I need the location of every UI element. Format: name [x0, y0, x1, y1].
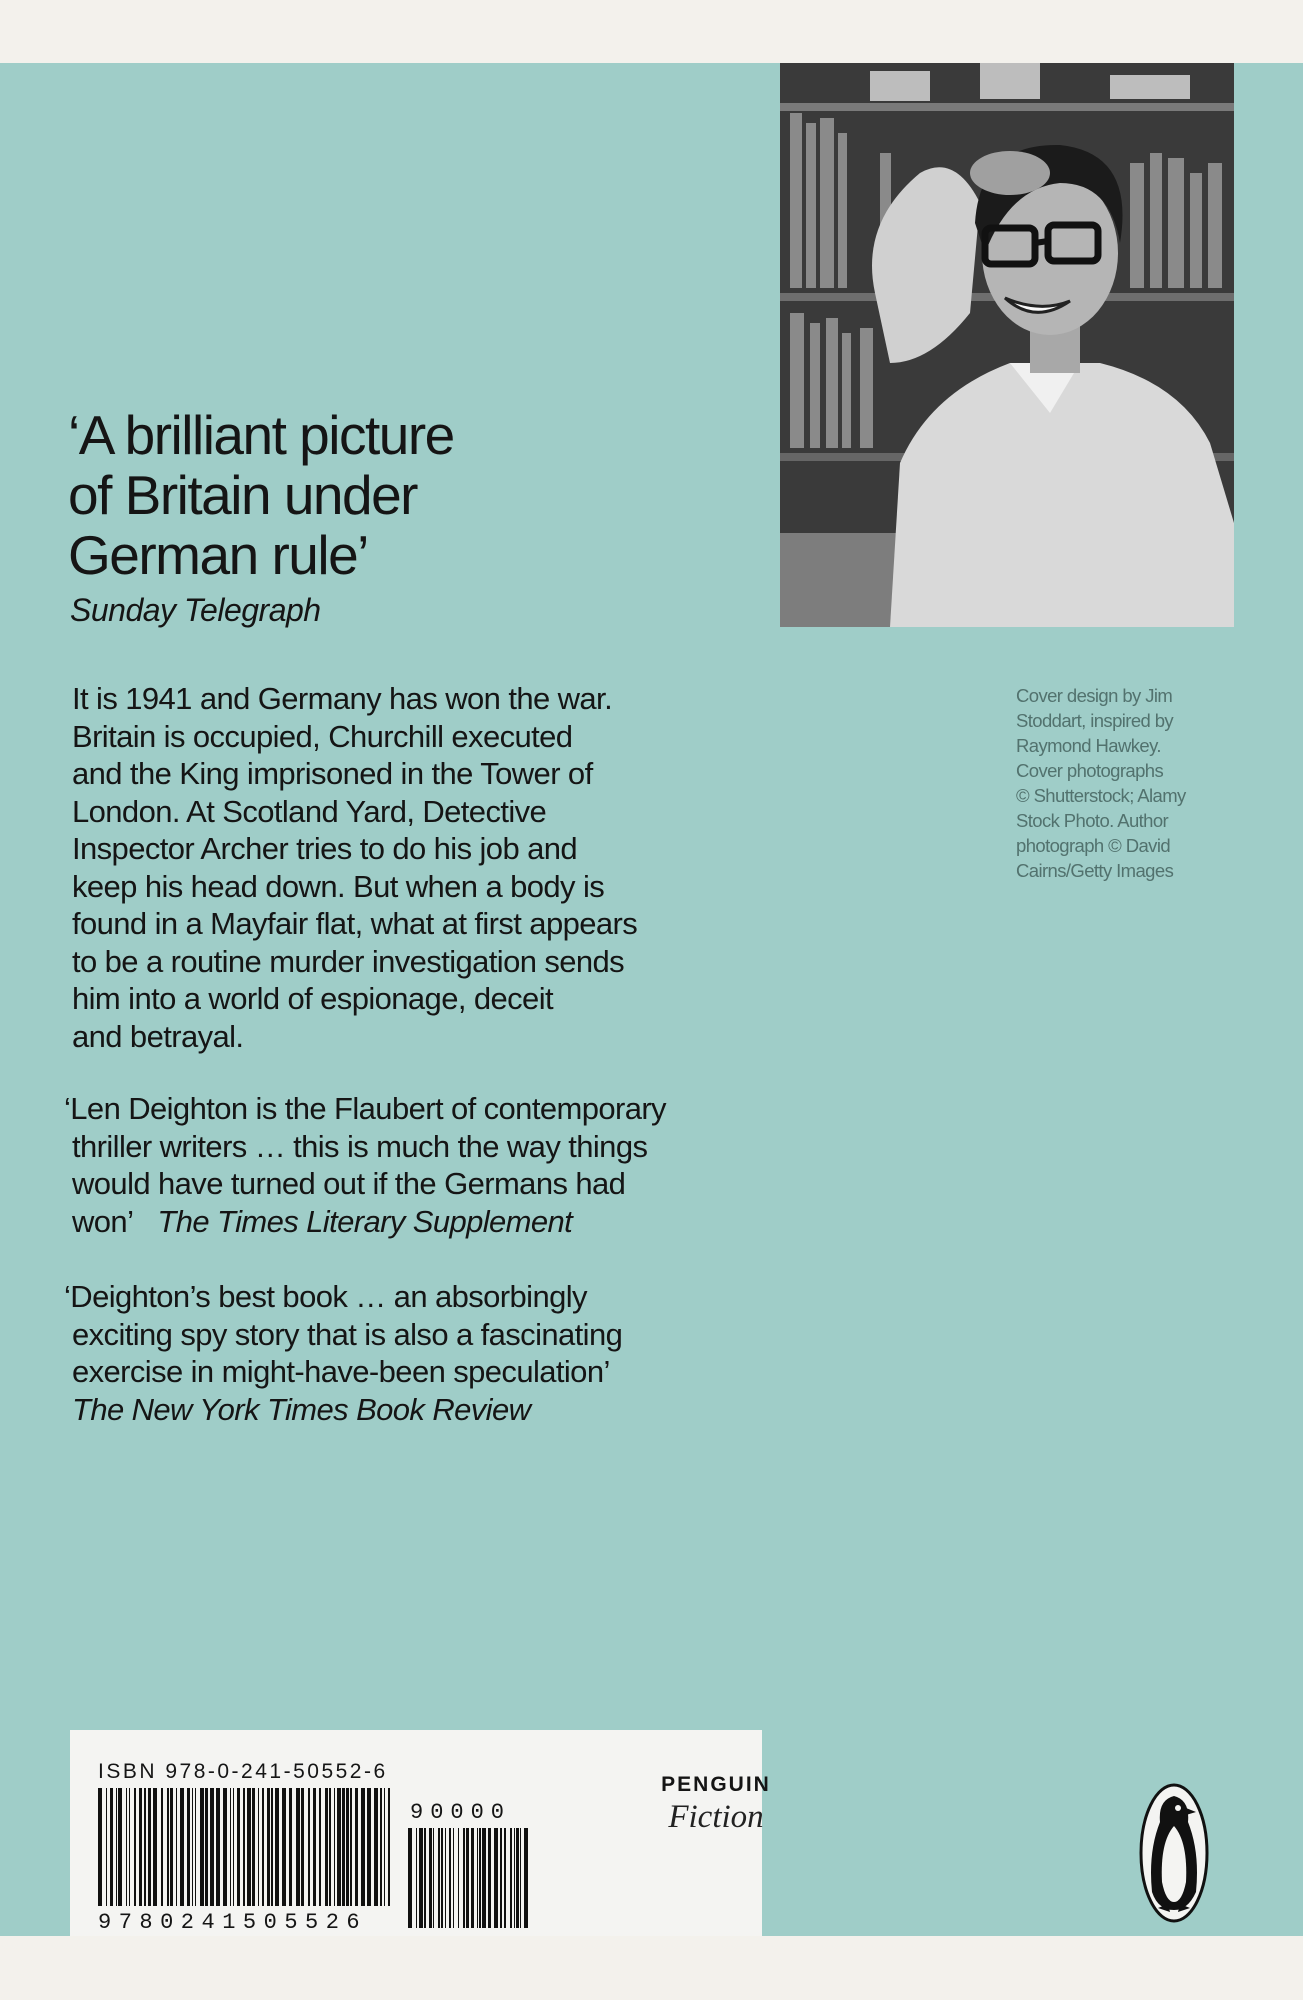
credit-line: Stoddart, inspired by: [1016, 710, 1174, 731]
quote-line: ‘Len Deighton is the Flaubert of contemporary: [64, 1091, 666, 1126]
blurb-line: and the King imprisoned in the Tower of: [72, 756, 593, 791]
barcode-bar: [355, 1788, 358, 1906]
barcode-bar: [126, 1788, 127, 1906]
barcode-bar: [170, 1788, 173, 1906]
penguin-logo-icon: [1138, 1782, 1210, 1924]
barcode-bar: [329, 1788, 331, 1906]
barcode-bar: [210, 1788, 214, 1906]
headline-source: Sunday Telegraph: [70, 592, 321, 628]
barcode-panel: [70, 1730, 771, 1936]
publisher-mark: [646, 1773, 786, 1836]
credit-line: photograph © David: [1016, 835, 1171, 856]
barcode-bar: [524, 1828, 528, 1928]
barcode-bar: [453, 1828, 454, 1928]
credit-line: Raymond Hawkey.: [1016, 735, 1161, 756]
review-quote: [64, 1090, 784, 1240]
barcode-bar: [200, 1788, 204, 1906]
barcode-bar: [134, 1788, 136, 1906]
blurb: [72, 680, 752, 1055]
publisher-imprint: Fiction: [668, 1799, 764, 1835]
barcode-bar: [494, 1828, 498, 1928]
barcode-bar: [192, 1788, 193, 1906]
barcode-bar: [233, 1788, 234, 1906]
barcode-bar: [148, 1788, 151, 1906]
credit-line: Cover design by Jim: [1016, 685, 1173, 706]
barcode-bar: [282, 1788, 286, 1906]
barcode-bar: [463, 1828, 465, 1928]
headline-line: of Britain under: [68, 464, 417, 526]
blurb-line: Britain is occupied, Churchill executed: [72, 718, 573, 754]
quote-line: exercise in might-have-been speculation’: [72, 1354, 610, 1389]
quote-line: exciting spy story that is also a fascinating: [72, 1316, 623, 1352]
author-photo: [780, 63, 1234, 627]
isbn-label: ISBN 978-0-241-50552-6: [98, 1760, 388, 1783]
publisher-name: PENGUIN: [661, 1773, 771, 1796]
barcode-bar: [449, 1828, 451, 1928]
barcode-bar: [477, 1828, 478, 1928]
quote-line: would have turned out if the Germans had: [72, 1166, 626, 1201]
barcode-bar: [482, 1828, 486, 1928]
barcode-bar: [520, 1828, 521, 1928]
blurb-line: him into a world of espionage, deceit: [72, 981, 553, 1016]
barcode-bar: [384, 1788, 385, 1906]
barcode-bar: [380, 1788, 382, 1906]
barcode-bar: [337, 1788, 341, 1906]
barcode-bar: [275, 1788, 279, 1906]
barcode-bar: [161, 1788, 163, 1906]
barcode-addon-bars: [408, 1828, 538, 1928]
quote-line: thriller writers … this is much the way things: [72, 1128, 648, 1164]
barcode-bar: [342, 1788, 345, 1906]
barcode-bar: [167, 1788, 169, 1906]
barcode-bar: [458, 1828, 459, 1928]
barcode-bar: [416, 1828, 417, 1928]
headline-line: ‘A brilliant picture: [68, 404, 454, 466]
barcode-bar: [289, 1788, 292, 1906]
barcode-bar: [223, 1788, 227, 1906]
barcode-bar: [139, 1788, 142, 1906]
barcode-bar: [116, 1788, 117, 1906]
barcode-bar: [471, 1828, 474, 1928]
barcode-bar: [258, 1788, 259, 1906]
blurb-line: and betrayal.: [72, 1018, 244, 1054]
headline-quote: [68, 405, 628, 585]
barcode-bar: [230, 1788, 231, 1906]
barcode-bar: [144, 1788, 146, 1906]
barcode-bar: [153, 1788, 157, 1906]
barcode-bar: [187, 1788, 190, 1906]
barcode-bar: [106, 1788, 107, 1906]
blurb-line: to be a routine murder investigation sends: [72, 943, 625, 979]
barcode-bar: [433, 1828, 434, 1928]
quote-line: won’: [72, 1203, 134, 1239]
barcode-bar: [195, 1788, 196, 1906]
barcode-bar: [313, 1788, 316, 1906]
barcode-bar: [216, 1788, 220, 1906]
barcode-digits: 9780241505526: [98, 1910, 368, 1935]
barcode-bar: [271, 1788, 273, 1906]
barcode-bar: [296, 1788, 300, 1906]
barcode-bar: [438, 1828, 440, 1928]
blurb-line: found in a Mayfair flat, what at first appears: [72, 906, 638, 941]
credit-line: © Shutterstock; Alamy: [1016, 785, 1186, 806]
barcode-bar: [98, 1788, 102, 1906]
barcode-bar: [374, 1788, 378, 1906]
barcode-bar: [180, 1788, 184, 1906]
barcode-bar: [319, 1788, 321, 1906]
credit-line: Cairns/Getty Images: [1016, 860, 1174, 881]
barcode-bar: [388, 1788, 390, 1906]
barcode-bar: [110, 1788, 113, 1906]
barcode-bar: [301, 1788, 304, 1906]
blurb-line: London. At Scotland Yard, Detective: [72, 793, 547, 829]
barcode-bar: [424, 1828, 426, 1928]
blurb-line: keep his head down. But when a body is: [72, 868, 605, 904]
barcode-addon-digits: 90000: [410, 1800, 512, 1825]
barcode-bar: [445, 1828, 446, 1928]
barcode-bar: [118, 1788, 122, 1906]
barcode-bar: [252, 1788, 255, 1906]
barcode-bar: [429, 1828, 432, 1928]
blurb-line: It is 1941 and Germany has won the war.: [72, 681, 613, 716]
barcode-bar: [237, 1788, 240, 1906]
quote-line: ‘Deighton’s best book … an absorbingly: [64, 1279, 587, 1314]
barcode-bar: [361, 1788, 365, 1906]
barcode-bar: [334, 1788, 335, 1906]
barcode-bar: [408, 1828, 412, 1928]
quote-source: The Times Literary Supplement: [157, 1203, 573, 1239]
barcode-bar: [247, 1788, 251, 1906]
barcode-bar: [129, 1788, 130, 1906]
barcode-bar: [504, 1828, 506, 1928]
blurb-line: Inspector Archer tries to do his job and: [72, 831, 578, 866]
barcode-bar: [479, 1828, 481, 1928]
barcode-bar: [205, 1788, 208, 1906]
barcode-bar: [308, 1788, 310, 1906]
barcode-bars: [98, 1788, 398, 1908]
barcode-bar: [441, 1828, 443, 1928]
barcode-bar: [466, 1828, 469, 1928]
barcode-bar: [325, 1788, 328, 1906]
barcode-bar: [488, 1828, 491, 1928]
barcode-bar: [514, 1828, 515, 1928]
headline-line: German rule’: [68, 524, 368, 586]
barcode-bar: [243, 1788, 245, 1906]
barcode-bar: [267, 1788, 270, 1906]
barcode-bar: [346, 1788, 349, 1906]
cover-credits: [1016, 683, 1236, 883]
barcode-bar: [419, 1828, 423, 1928]
quote-source: The New York Times Book Review: [72, 1391, 531, 1427]
credit-line: Stock Photo. Author: [1016, 810, 1169, 831]
barcode-bar: [510, 1828, 512, 1928]
review-quote: [64, 1278, 784, 1428]
barcode-bar: [176, 1788, 177, 1906]
barcode-bar: [367, 1788, 371, 1906]
barcode-bar: [516, 1828, 519, 1928]
barcode-bar: [350, 1788, 352, 1906]
credit-line: Cover photographs: [1016, 760, 1164, 781]
barcode-bar: [262, 1788, 264, 1906]
barcode-bar: [500, 1828, 502, 1928]
